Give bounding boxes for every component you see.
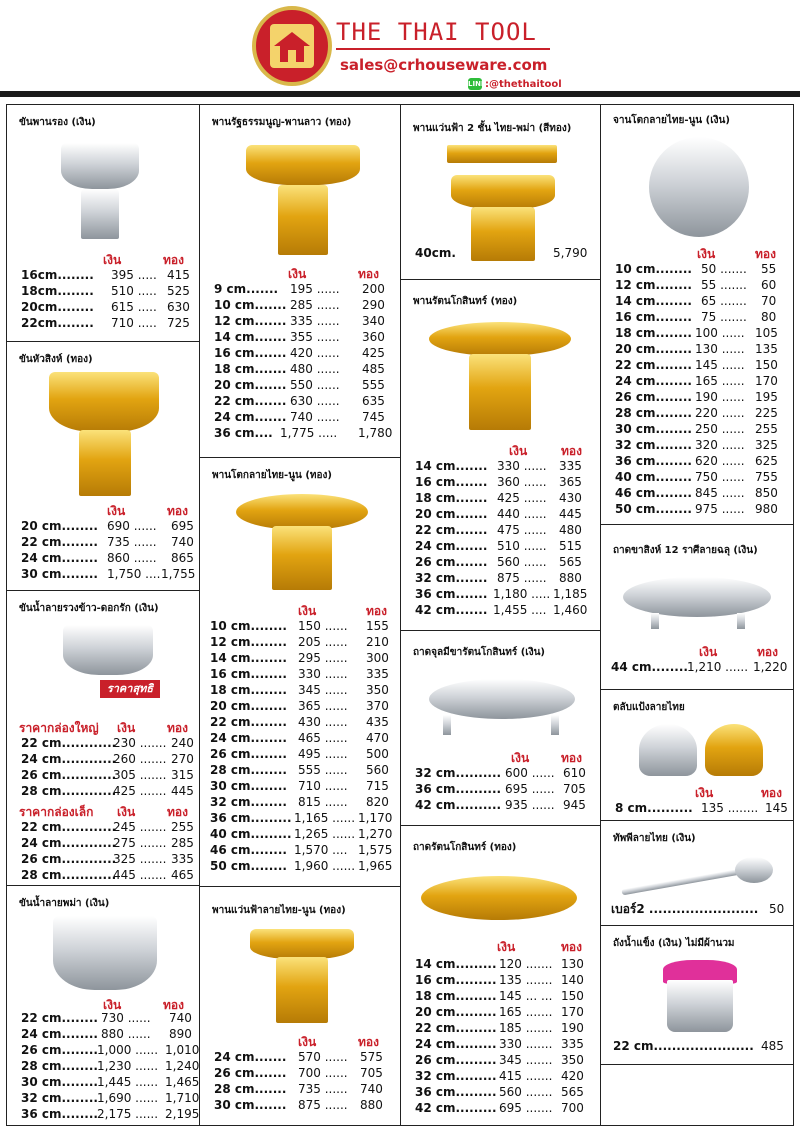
line-app-icon: LINE: [468, 80, 486, 88]
col-gold: ทอง: [761, 786, 782, 800]
table-row: 8 cm.......... 135 ........ 145: [615, 801, 788, 815]
table-row: 26 cm........ 1,000 ...... 1,010: [21, 1043, 200, 1057]
table-row: 26 cm....... 560 ...... 565: [415, 555, 582, 569]
line-contact[interactable]: [468, 78, 562, 90]
price-table: [611, 659, 787, 675]
col-gold: ทอง: [358, 1035, 379, 1049]
table-row: 32 cm........ 815 ...... 820: [210, 795, 389, 809]
table-row: 36 cm......... 560 ....... 565: [415, 1085, 584, 1099]
table-row: 22 cm......... 185 ....... 190: [415, 1021, 584, 1035]
silver-footed-tray-image: [623, 577, 771, 617]
price-table-small-box: [21, 819, 197, 883]
table-row: 24 cm....... 570 ...... 575: [214, 1050, 383, 1064]
col-silver: เงิน: [117, 721, 136, 735]
table-row: 32 cm........ 320 ...... 325: [615, 438, 778, 452]
tray-stand-image: [469, 354, 531, 430]
table-row: 16 cm....... 420 ...... 425: [214, 346, 385, 360]
gold-tray-image: [421, 876, 577, 920]
table-row: 22 cm............ 230 ....... 240: [21, 736, 194, 750]
product-phan-rattana: [400, 279, 601, 631]
col-silver: เงิน: [497, 940, 516, 954]
table-row: 18 cm....... 480 ...... 485: [214, 362, 385, 376]
col-gold: ทอง: [757, 645, 778, 659]
table-row: 10 cm........ 150 ...... 155: [210, 619, 389, 633]
table-row: 22 cm........ 430 ...... 435: [210, 715, 389, 729]
product-phan-tok-thong: [199, 457, 401, 887]
product-thap-phi: [600, 820, 794, 926]
price-table: [615, 800, 791, 816]
price-table: [210, 618, 396, 874]
table-row: 22cm........ 710 ..... 725: [21, 316, 190, 330]
col-gold: ทอง: [163, 998, 184, 1012]
table-row: 14 cm....... 355 ...... 360: [214, 330, 385, 344]
product-title: ขันน้ำลายรวงข้าว-ดอกรัก (เงิน): [19, 603, 159, 614]
silver-bowl-image: [53, 916, 157, 990]
table-row: 20 cm........ 130 ...... 135: [615, 342, 778, 356]
table-row: 32 cm....... 875 ...... 880: [415, 571, 582, 585]
table-row: 24 cm............ 260 ....... 270: [21, 752, 194, 766]
col-gold: ทอง: [561, 940, 582, 954]
table-row: 50 cm........ 975 ...... 980: [615, 502, 778, 516]
col-silver: เงิน: [699, 645, 718, 659]
product-title: จานโตกลายไทย-นูน (เงิน): [613, 115, 730, 126]
table-row: 30 cm........ 250 ...... 255: [615, 422, 778, 436]
silver-ladle-handle-image: [621, 869, 740, 896]
table-row: 14 cm......... 120 ....... 130: [415, 957, 584, 971]
table-row: 26 cm........ 495 ...... 500: [210, 747, 389, 761]
tray-leg-image: [651, 613, 659, 629]
table-row: 42 cm....... 1,455 .... 1,460: [415, 603, 588, 617]
col-silver: เงิน: [288, 267, 307, 281]
table-row: 20 cm........ 365 ...... 370: [210, 699, 389, 713]
gold-tray-image: [451, 175, 555, 209]
product-title: ขันน้ำลายพม่า (เงิน): [19, 898, 110, 909]
table-row: 24 cm............ 275 ....... 285: [21, 836, 194, 850]
bowl-stand-image: [79, 430, 131, 496]
table-row: 12 cm....... 335 ...... 340: [214, 314, 385, 328]
product-khan-hua-sing: [6, 341, 200, 591]
product-title: ทัพพีลายไทย (เงิน): [613, 833, 696, 844]
table-row: เบอร์2 ........................ 50: [611, 902, 785, 916]
product-title: พานโตกลายไทย-นูน (ทอง): [212, 470, 332, 481]
table-row: 12 cm........ 205 ...... 210: [210, 635, 389, 649]
bowl-stand-image: [81, 189, 119, 239]
table-row: 36 cm........ 2,175 ...... 2,195: [21, 1107, 200, 1121]
table-row: 30 cm........ 710 ...... 715: [210, 779, 389, 793]
thai-tool-logo: [252, 6, 332, 86]
col-gold: ทอง: [755, 247, 776, 261]
product-title: พานรัตนโกสินทร์ (ทอง): [413, 296, 518, 307]
table-row: 50 cm........ 1,960 ...... 1,965: [210, 859, 393, 873]
gold-powder-box-image: [705, 724, 763, 776]
big-box-label: ราคากล่องใหญ่: [19, 721, 99, 735]
table-row: 28 cm........ 220 ...... 225: [615, 406, 778, 420]
col-silver: เงิน: [509, 444, 528, 458]
col-gold: ทอง: [163, 253, 184, 267]
table-row: 18 cm........ 100 ...... 105: [615, 326, 778, 340]
table-row: 16 cm........ 75 ....... 80: [615, 310, 777, 324]
line-id: :@thethaitool: [485, 78, 562, 90]
table-row: 30 cm........ 1,445 ...... 1,465: [21, 1075, 200, 1089]
price-table: [21, 518, 197, 582]
col-gold: ทอง: [358, 267, 379, 281]
silver-plate-image: [649, 137, 749, 237]
col-silver: เงิน: [117, 805, 136, 819]
table-row: 22 cm....... 475 ...... 480: [415, 523, 582, 537]
col-silver: เงิน: [298, 604, 317, 618]
table-row: 18 cm....... 425 ...... 430: [415, 491, 582, 505]
gold-tray-image: [429, 322, 571, 356]
table-row: 36 cm....... 1,180 ..... 1,185: [415, 587, 588, 601]
product-khan-nam-ruang-khao: [6, 590, 200, 886]
price-table: [21, 1010, 199, 1122]
brand-name: THE THAI TOOL: [336, 18, 550, 50]
table-row: 26 cm....... 700 ...... 705: [214, 1066, 383, 1080]
gold-tray-image: [246, 145, 360, 185]
product-thad-chulamani: [400, 630, 601, 826]
table-row: 32 cm......... 415 ....... 420: [415, 1069, 584, 1083]
col-gold: ทอง: [366, 604, 387, 618]
table-row: 46 cm........ 1,570 .... 1,575: [210, 843, 393, 857]
product-phan-waen-fa-2: [400, 104, 601, 280]
table-row: 36 cm.......... 695 ...... 705: [415, 782, 586, 796]
table-row: 18 cm........ 345 ...... 350: [210, 683, 389, 697]
table-row: 22 cm...................... 485: [613, 1039, 784, 1053]
table-row: 24 cm....... 510 ...... 515: [415, 539, 582, 553]
col-silver: เงิน: [103, 253, 122, 267]
product-title: พานรัฐธรรมนูญ-พานลาว (ทอง): [212, 117, 352, 128]
silver-powder-box-image: [639, 724, 697, 776]
table-row: 36 cm......... 1,165 ...... 1,170: [210, 811, 393, 825]
product-thad-kha-sing: [600, 524, 794, 690]
silver-bowl-image: [63, 625, 153, 675]
table-row: 20 cm....... 550 ...... 555: [214, 378, 385, 392]
table-row: 22 cm........ 145 ...... 150: [615, 358, 778, 372]
price-table: [415, 765, 599, 813]
silver-bowl-image: [61, 143, 139, 189]
table-row: 18 cm......... 145 ... ... 150: [415, 989, 584, 1003]
table-row: 42 cm.......... 935 ...... 945: [415, 798, 586, 812]
table-row: 16 cm......... 135 ....... 140: [415, 973, 584, 987]
product-phan-waen-fa-thong: [199, 886, 401, 1126]
table-row: 16 cm........ 330 ...... 335: [210, 667, 389, 681]
product-talap-paeng: [600, 689, 794, 821]
table-row: 20 cm........ 690 ...... 695: [21, 519, 194, 533]
table-row: 14 cm........ 65 ....... 70: [615, 294, 777, 308]
empty-cell: [600, 1064, 794, 1126]
table-row: 26 cm............ 325 ....... 335: [21, 852, 194, 866]
table-row: 24 cm........ 860 ...... 865: [21, 551, 194, 565]
table-row: 28 cm....... 735 ...... 740: [214, 1082, 383, 1096]
table-row: 28 cm........ 555 ...... 560: [210, 763, 389, 777]
contact-email[interactable]: sales@crhouseware.com: [340, 56, 548, 74]
table-row: 40 cm........ 750 ...... 755: [615, 470, 778, 484]
col-silver: เงิน: [103, 998, 122, 1012]
table-row: 46 cm........ 845 ...... 850: [615, 486, 778, 500]
table-row: 24 cm........ 165 ...... 170: [615, 374, 778, 388]
table-row: 14 cm....... 330 ...... 335: [415, 459, 582, 473]
table-row: 36 cm........ 620 ...... 625: [615, 454, 778, 468]
col-silver: เงิน: [298, 1035, 317, 1049]
col-gold: ทอง: [561, 751, 582, 765]
net-price-stamp: ราคาสุทธิ: [100, 680, 160, 698]
product-title: ถาดรัตนโกสินทร์ (ทอง): [413, 842, 517, 853]
col-silver: เงิน: [511, 751, 530, 765]
table-row: 24 cm........ 465 ...... 470: [210, 731, 389, 745]
col-gold: ทอง: [167, 805, 188, 819]
table-row: 16cm........ 395 ..... 415: [21, 268, 190, 282]
table-row: 28 cm............ 445 ....... 465: [21, 868, 194, 882]
gold-tray-image: [236, 494, 368, 530]
silver-ladle-bowl-image: [735, 857, 773, 883]
price-table: [415, 458, 599, 618]
product-thang-nam-khaeng: [600, 925, 794, 1065]
table-row: 32 cm........ 1,690 ...... 1,710: [21, 1091, 200, 1105]
table-row: 32 cm.......... 600 ...... 610: [415, 766, 586, 780]
price-table: [615, 261, 791, 517]
table-row: 40cm. 5,790: [415, 246, 588, 260]
table-row: 22 cm........ 735 ...... 740: [21, 535, 194, 549]
table-row: 16 cm....... 360 ...... 365: [415, 475, 582, 489]
table-row: 20 cm....... 440 ...... 445: [415, 507, 582, 521]
table-row: 20cm........ 615 ..... 630: [21, 300, 190, 314]
tray-stand-image: [276, 957, 328, 1023]
product-chan-tok: [600, 104, 794, 525]
price-table: [214, 1049, 400, 1113]
table-row: 10 cm....... 285 ...... 290: [214, 298, 385, 312]
table-row: 20 cm......... 165 ....... 170: [415, 1005, 584, 1019]
price-table: [21, 267, 193, 331]
tray-leg-image: [443, 715, 451, 735]
product-phan-rattha: [199, 104, 401, 458]
col-gold: ทอง: [167, 504, 188, 518]
table-row: 30 cm........ 1,750 .... 1,755: [21, 567, 196, 581]
table-row: 9 cm....... 195 ...... 200: [214, 282, 385, 296]
col-gold: ทอง: [167, 721, 188, 735]
table-row: 24 cm......... 330 ....... 335: [415, 1037, 584, 1051]
gold-lion-bowl-image: [49, 372, 159, 432]
product-title: ตลับแป้งลายไทย: [613, 702, 685, 713]
table-row: 24 cm....... 740 ...... 745: [214, 410, 385, 424]
small-box-label: ราคากล่องเล็ก: [19, 805, 94, 819]
gold-tray-image: [250, 929, 354, 959]
product-title: ถังน้ำแข็ง (เงิน) ไม่มีผ้านวม: [613, 938, 735, 949]
table-row: 22 cm............ 245 ....... 255: [21, 820, 194, 834]
table-row: 22 cm........ 730 ...... 740: [21, 1011, 192, 1025]
table-row: 26 cm............ 305 ....... 315: [21, 768, 194, 782]
table-row: 40 cm......... 1,265 ...... 1,270: [210, 827, 393, 841]
gold-top-plate-image: [447, 145, 557, 163]
table-row: 42 cm......... 695 ....... 700: [415, 1101, 584, 1115]
col-silver: เงิน: [695, 786, 714, 800]
table-row: 26 cm......... 345 ....... 350: [415, 1053, 584, 1067]
table-row: 12 cm........ 55 ....... 60: [615, 278, 777, 292]
table-row: 28 cm........ 1,230 ...... 1,240: [21, 1059, 200, 1073]
table-row: 18cm........ 510 ..... 525: [21, 284, 190, 298]
price-table: [415, 956, 599, 1116]
tray-stand-image: [278, 185, 328, 255]
tray-leg-image: [551, 715, 559, 735]
table-row: 14 cm........ 295 ...... 300: [210, 651, 389, 665]
table-row: 24 cm........ 880 ...... 890: [21, 1027, 192, 1041]
page-header: [0, 0, 800, 97]
table-row: 36 cm.... 1,775 ..... 1,780: [214, 426, 393, 440]
table-row: 28 cm............ 425 ....... 445: [21, 784, 194, 798]
price-table-big-box: [21, 735, 197, 799]
silver-footed-tray-image: [429, 679, 575, 719]
product-title: พานแว่นฟ้า 2 ชั้น ไทย-พม่า (สีทอง): [413, 123, 572, 134]
tray-leg-image: [737, 613, 745, 629]
product-title: พานแว่นฟ้าลายไทย-นูน (ทอง): [212, 905, 346, 916]
table-row: 30 cm....... 875 ...... 880: [214, 1098, 383, 1112]
tray-stand-image: [272, 526, 332, 590]
price-table: [214, 281, 400, 441]
product-title: ถาดขาสิงห์ 12 ราศีลายฉลุ (เงิน): [613, 545, 758, 556]
product-title: ถาดจุลมีขารัตนโกสินทร์ (เงิน): [413, 647, 545, 658]
col-silver: เงิน: [697, 247, 716, 261]
col-gold: ทอง: [561, 444, 582, 458]
table-row: 44 cm........ 1,210 ...... 1,220: [611, 660, 788, 674]
silver-ice-bucket-image: [667, 980, 733, 1032]
table-row: 26 cm........ 190 ...... 195: [615, 390, 778, 404]
table-row: 10 cm........ 50 ....... 55: [615, 262, 777, 276]
product-khan-phan-rong: [6, 104, 200, 342]
product-title: ขันหัวสิงห์ (ทอง): [19, 354, 93, 365]
product-title: ขันพานรอง (เงิน): [19, 117, 96, 128]
product-thad-rattana-thong: [400, 825, 601, 1126]
table-row: 22 cm....... 630 ...... 635: [214, 394, 385, 408]
col-silver: เงิน: [107, 504, 126, 518]
product-khan-nam-phama: [6, 885, 200, 1126]
